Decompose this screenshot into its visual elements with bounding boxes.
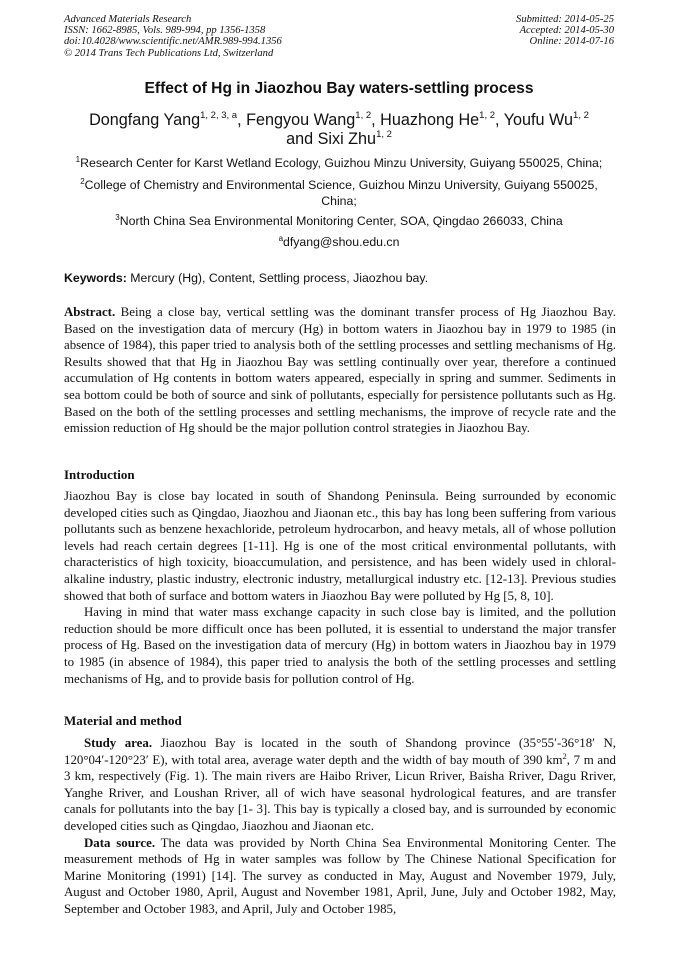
author-affil-sup: 1, 2 bbox=[479, 110, 496, 121]
author-affil-sup: 1, 2 bbox=[573, 110, 589, 121]
study-area-text: Jiaozhou Bay is located in the south of Shandong province (35°55′-36°18′ N, 120°04′-120°23′ E), with total area, average water depth and the width of bay mouth of 390 km bbox=[64, 736, 617, 767]
introduction-paragraph-1: Jiaozhou Bay is close bay located in south of Shandong Peninsula. Being surrounded by economic developed cities such as Qingdao, Jiaozhou and Jiaonan etc., this bay has long been suffering from various pollutants such as benzene hexachloride, petroleum hydrocarbon, and heavy metals, all of whose pollution levels had reach certain degrees [1-11]. Hg is one of the most critical environmental pollutants, with characteristics of high toxicity, bioaccumulation, and persistence, and has been widely used in chloral-alkaline industry, plastic industry, electronic industry, metallurgical industry etc. [12-13]. Previous studies showed that both of surface and bottom waters in Jiaozhou Bay were polluted by Hg [5, 8, 10]. bbox=[64, 489, 616, 603]
copyright-line: © 2014 Trans Tech Publications Ltd, Switzerland bbox=[64, 47, 274, 59]
author-affil-sup: 1, 2 bbox=[376, 129, 392, 140]
email-sup: a bbox=[278, 234, 284, 243]
methods-body bbox=[64, 735, 616, 918]
affiliation-text-cont: China; bbox=[321, 194, 357, 208]
data-source-paragraph bbox=[64, 835, 616, 918]
affiliation-text: Research Center for Karst Wetland Ecology, Guizhou Minzu University, Guiyang 550025, China; bbox=[80, 156, 603, 170]
abstract-label: Abstract. bbox=[64, 305, 116, 319]
author-separator: , bbox=[371, 111, 381, 129]
author-separator: , bbox=[495, 111, 504, 129]
study-area-paragraph bbox=[64, 735, 616, 835]
issn-line: ISSN: 1662-8985, Vols. 989-994, pp 1356-1358 bbox=[64, 25, 266, 37]
affiliation-text: College of Chemistry and Environmental Science, Guizhou Minzu University, Guiyang 550025, bbox=[84, 178, 598, 192]
affiliation-2 bbox=[0, 177, 678, 209]
data-source-text: The data was provided by North China Sea Environmental Monitoring Center. The measurement methods of Hg in water samples was follow by The Chinese National Specification for Marine Monitoring (1991) [14]. The survey as conducted in May, August and November 1979, July, August and October 1980, April, August and November 1981, April, June, July and October 1982, May, September and October 1983, and April, July and October 1985, bbox=[64, 835, 616, 916]
paper-title: Effect of Hg in Jiaozhou Bay waters-settling process bbox=[144, 80, 534, 97]
accepted-date: Accepted: 2014-05-30 bbox=[519, 25, 614, 37]
introduction-body bbox=[64, 488, 616, 687]
journal-name: Advanced Materials Research bbox=[64, 14, 192, 25]
author-name: Dongfang Yang bbox=[89, 111, 201, 129]
author-line-1 bbox=[0, 111, 678, 130]
introduction-heading: Introduction bbox=[64, 467, 135, 482]
keywords bbox=[64, 270, 616, 286]
author-name: Huazhong He bbox=[380, 111, 480, 129]
study-area-text-cont: , 7 m and 3 km, respectively (Fig. 1). The main rivers are Haibo Rriver, Licun Rriver, Baisha Rriver, Dagu Rriver, Yanghe Rriver, and Loushan Rriver, all of wich have seasonal hydrological features, and are transfer canals for pollutants into the bay [1- 3]. This bay is typically a closed bay, and is surrounded by economic developed cities such as Qingdao, Jiaozhou and Jiaonan etc. bbox=[64, 752, 616, 833]
author-affil-sup: 1, 2 bbox=[355, 110, 372, 121]
affiliation-sup: 1 bbox=[75, 155, 81, 164]
abstract bbox=[64, 304, 616, 437]
author-list bbox=[0, 111, 678, 149]
affiliation-1 bbox=[0, 155, 678, 171]
abstract-text: Being a close bay, vertical settling was the dominant transfer process of Hg Jiaozhou Bay. Based on the investigation data of mercury (Hg) in bottom waters in Jiaozhou bay in 1979 to 1985 (in absence of 1984), this paper tried to analysis both of the settling processes and settling mechanisms of Hg. Results showed that that Hg in Jiaozhou Bay was settling continually over year, therefore a continued accumulation of Hg contents in bottom waters appeared, especially in spring and summer. Sediments in sea bottom could be both of source and sink of pollutants, especially for persistence pollutants such as Hg. Based on the both of the settling processes and settling mechanisms, the improve of recycle rate and the emission reduction of Hg should be the major pollution control strategies in Jiaozhou Bay. bbox=[64, 305, 616, 436]
author-name: Fengyou Wang bbox=[246, 111, 356, 129]
corresponding-email bbox=[0, 234, 678, 250]
journal-header-left bbox=[64, 14, 282, 59]
methods-heading: Material and method bbox=[64, 713, 182, 728]
study-area-label: Study area. bbox=[84, 736, 153, 750]
data-source-label: Data source. bbox=[84, 835, 156, 850]
submitted-date: Submitted: 2014-05-25 bbox=[516, 14, 614, 25]
affiliation-3 bbox=[0, 213, 678, 229]
author-name: Youfu Wu bbox=[503, 111, 574, 129]
keywords-text: Mercury (Hg), Content, Settling process, Jiaozhou bay. bbox=[126, 271, 429, 285]
online-date: Online: 2014-07-16 bbox=[529, 36, 614, 48]
keywords-label: Keywords: bbox=[64, 271, 127, 285]
author-name: and Sixi Zhu bbox=[286, 130, 377, 148]
area-unit-sup: 2 bbox=[562, 750, 567, 761]
doi-line[interactable]: doi:10.4028/www.scientific.net/AMR.989-994.1356 bbox=[64, 36, 282, 48]
email-address[interactable]: dfyang@shou.edu.cn bbox=[283, 235, 400, 249]
introduction-paragraph-2: Having in mind that water mass exchange capacity in such close bay is limited, and the pollution reduction should be more difficult once has been polluted, it is essential to understand the major transfer process of Hg. Based on the investigation data of mercury (Hg) in bottom waters in Jiaozhou bay in 1979 to 1985 (in absence of 1984), this paper tried to analysis the both of the settling processes and settling mechanisms of Hg, and to provide basis for pollution control of Hg. bbox=[64, 605, 616, 686]
author-separator: , bbox=[237, 111, 247, 129]
author-affil-sup: 1, 2, 3, a bbox=[200, 110, 238, 121]
affiliation-text: North China Sea Environmental Monitoring Center, SOA, Qingdao 266033, China bbox=[119, 214, 563, 228]
affiliation-sup: 2 bbox=[80, 177, 85, 186]
author-line-2 bbox=[0, 130, 678, 149]
affiliation-sup: 3 bbox=[115, 213, 120, 222]
journal-header-right bbox=[516, 14, 614, 48]
